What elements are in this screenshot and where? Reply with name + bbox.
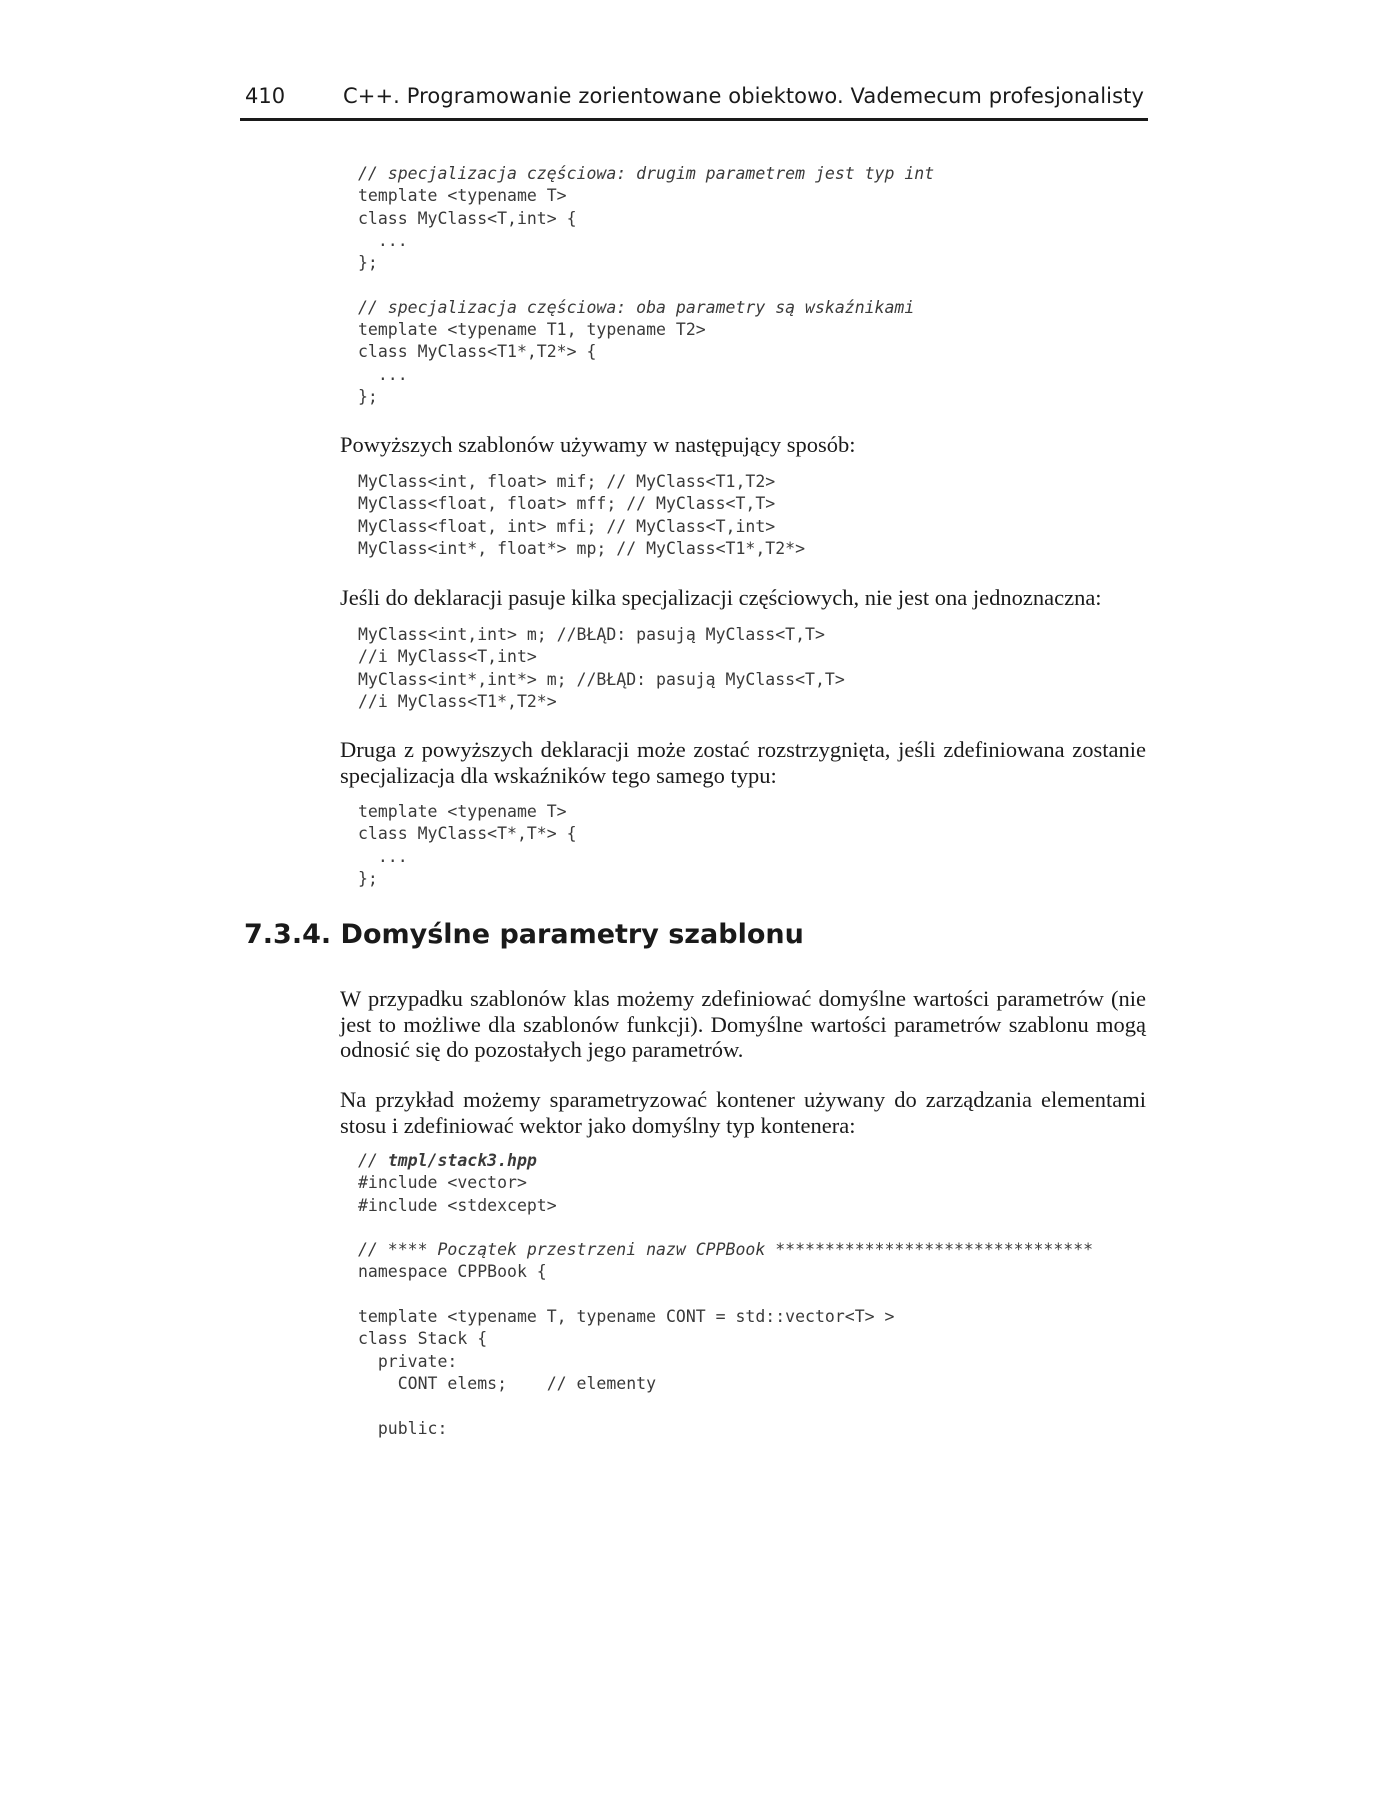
code-block-stack3 bbox=[358, 1150, 1093, 1440]
page-header bbox=[240, 84, 1148, 121]
code-block-partial-specializations bbox=[358, 163, 934, 408]
code-line: template <typename T> bbox=[358, 802, 567, 821]
code-line: class Stack { bbox=[358, 1329, 488, 1349]
running-title: C++. Programowanie zorientowane obiektowo. Vademecum profesjonalisty bbox=[343, 84, 1144, 108]
code-line: }; bbox=[358, 253, 378, 273]
code-line bbox=[358, 1217, 1093, 1239]
page-number: 410 bbox=[245, 84, 286, 108]
code-line: MyClass<int, float> mif; // MyClass<T1,T2> bbox=[358, 472, 776, 491]
code-line: MyClass<int*, float*> mp; // MyClass<T1*,T2*> bbox=[358, 538, 806, 558]
code-line: namespace CPPBook { bbox=[358, 1262, 547, 1282]
code-line: // specjalizacja częściowa: oba parametry są wskaźnikami bbox=[358, 297, 915, 317]
paragraph: Jeśli do deklaracji pasuje kilka specjalizacji częściowych, nie jest ona jednoznaczna: bbox=[340, 585, 1102, 610]
code-line bbox=[358, 1150, 1093, 1172]
code-line: //i MyClass<T1*,T2*> bbox=[358, 691, 557, 711]
code-line: #include <stdexcept> bbox=[358, 1195, 557, 1215]
code-line: MyClass<float, float> mff; // MyClass<T,T> bbox=[358, 494, 776, 514]
code-line bbox=[358, 1395, 1093, 1417]
code-block-pointer-specialization bbox=[358, 801, 577, 890]
code-line: class MyClass<T*,T*> { bbox=[358, 824, 577, 844]
section-heading: 7.3.4. Domyślne parametry szablonu bbox=[244, 919, 804, 950]
code-line: ... bbox=[358, 230, 408, 250]
code-block-ambiguity bbox=[358, 624, 845, 713]
code-line: }; bbox=[358, 386, 378, 406]
code-line: CONT elems; // elementy bbox=[358, 1373, 657, 1393]
code-block-usage bbox=[358, 471, 805, 560]
code-line: MyClass<float, int> mfi; // MyClass<T,int> bbox=[358, 516, 776, 536]
code-line: public: bbox=[358, 1418, 448, 1438]
code-line: class MyClass<T1*,T2*> { bbox=[358, 342, 597, 362]
code-line: // **** Początek przestrzeni nazw CPPBook ******************************** bbox=[358, 1240, 1094, 1260]
code-line: //i MyClass<T,int> bbox=[358, 647, 537, 667]
code-line: MyClass<int,int> m; //BŁĄD: pasują MyClass<T,T> bbox=[358, 625, 825, 644]
code-line: private: bbox=[358, 1351, 458, 1371]
code-line: ... bbox=[358, 364, 408, 384]
code-line bbox=[358, 274, 934, 296]
code-line bbox=[358, 1284, 1093, 1306]
code-file-name: tmpl/stack3.hpp bbox=[387, 1151, 537, 1170]
paragraph: Powyższych szablonów używamy w następujący sposób: bbox=[340, 432, 856, 457]
code-line: template <typename T> bbox=[358, 186, 567, 206]
paragraph: Druga z powyższych deklaracji może zostać rozstrzygnięta, jeśli zdefiniowana zostanie specjalizacja dla wskaźników tego samego typu: bbox=[340, 737, 1146, 788]
code-line: class MyClass<T,int> { bbox=[358, 208, 577, 228]
code-line: #include <vector> bbox=[358, 1173, 527, 1193]
paragraph: Na przykład możemy sparametryzować kontener używany do zarządzania elementami stosu i zdefiniować wektor jako domyślny typ kontenera: bbox=[340, 1087, 1146, 1138]
code-line: template <typename T, typename CONT = std::vector<T> > bbox=[358, 1307, 895, 1327]
code-line: // specjalizacja częściowa: drugim parametrem jest typ int bbox=[358, 164, 935, 183]
code-line: ... bbox=[358, 846, 408, 866]
paragraph: W przypadku szablonów klas możemy zdefiniować domyślne wartości parametrów (nie jest to możliwe dla szablonów funkcji). Domyślne wartości parametrów szablonu mogą odnosić się do pozostałych jego parametrów. bbox=[340, 986, 1146, 1062]
code-line: MyClass<int*,int*> m; //BŁĄD: pasują MyClass<T,T> bbox=[358, 669, 845, 689]
code-comment-prefix: // bbox=[358, 1151, 388, 1170]
code-line: }; bbox=[358, 868, 378, 888]
code-line: template <typename T1, typename T2> bbox=[358, 320, 706, 340]
